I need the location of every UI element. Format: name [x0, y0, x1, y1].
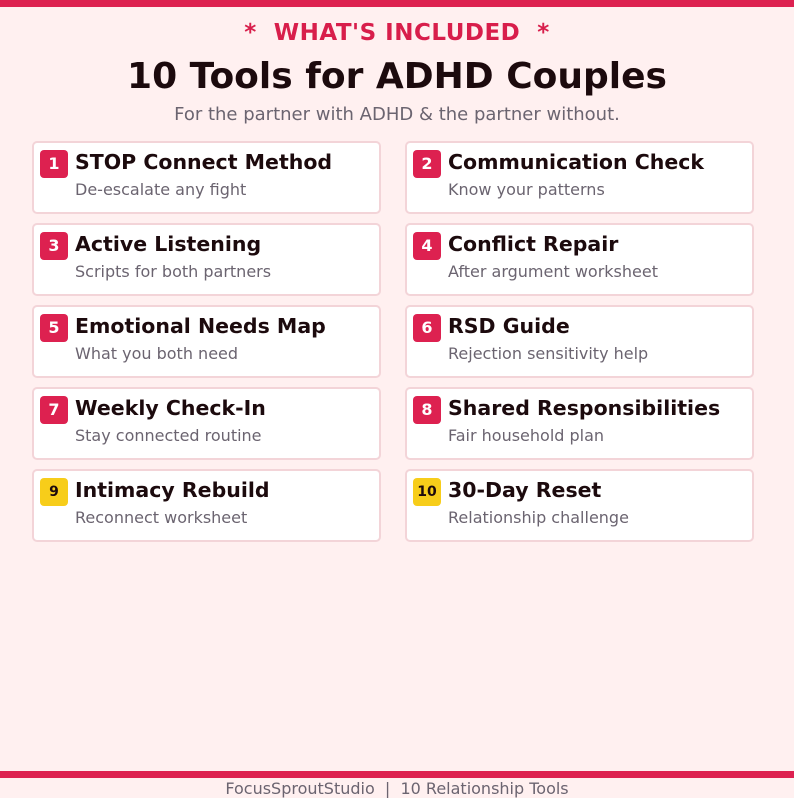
tool-card [32, 141, 381, 214]
footer-text: FocusSproutStudio | 10 Relationship Tools [225, 779, 569, 798]
tool-description: Stay connected routine [75, 426, 262, 445]
tool-title: 30-Day Reset [448, 478, 602, 502]
tool-title: Active Listening [75, 232, 262, 256]
tool-description: Fair household plan [448, 426, 605, 445]
tool-title: Weekly Check-In [75, 396, 266, 420]
tool-number-badge: 4 [413, 232, 441, 260]
tool-description: Rejection sensitivity help [448, 344, 649, 363]
page-title: 10 Tools for ADHD Couples [127, 56, 667, 97]
tool-number-badge: 9 [40, 478, 68, 506]
tools-grid [32, 141, 755, 542]
tool-card [405, 387, 754, 460]
tool-title: STOP Connect Method [75, 150, 333, 174]
tool-number-badge: 1 [40, 150, 68, 178]
tool-title: Conflict Repair [448, 232, 619, 256]
tool-description: De-escalate any fight [75, 180, 247, 199]
tool-title: Communication Check [448, 150, 705, 174]
tool-number-badge: 5 [40, 314, 68, 342]
tool-description: After argument worksheet [448, 262, 658, 281]
tool-card [405, 223, 754, 296]
page-subtitle: For the partner with ADHD & the partner without. [174, 104, 620, 125]
tool-number-badge: 2 [413, 150, 441, 178]
tool-number-badge: 3 [40, 232, 68, 260]
tool-description: Relationship challenge [448, 508, 629, 527]
tool-title: Intimacy Rebuild [75, 478, 270, 502]
tool-card [405, 141, 754, 214]
tool-title: Emotional Needs Map [75, 314, 326, 338]
tool-description: Reconnect worksheet [75, 508, 248, 527]
tool-number-badge: 8 [413, 396, 441, 424]
top-accent-bar [0, 0, 794, 7]
tool-title: RSD Guide [448, 314, 570, 338]
tool-description: What you both need [75, 344, 239, 363]
tool-card [32, 387, 381, 460]
tool-description: Know your patterns [448, 180, 605, 199]
tool-card [32, 469, 381, 542]
tool-number-badge: 10 [413, 478, 441, 506]
section-eyebrow: * WHAT'S INCLUDED * [244, 20, 550, 46]
tool-description: Scripts for both partners [75, 262, 272, 281]
tool-card [32, 223, 381, 296]
tool-card [405, 469, 754, 542]
tool-card [405, 305, 754, 378]
tool-card [32, 305, 381, 378]
tool-title: Shared Responsibilities [448, 396, 721, 420]
tool-number-badge: 7 [40, 396, 68, 424]
bottom-accent-bar [0, 771, 794, 778]
tool-number-badge: 6 [413, 314, 441, 342]
